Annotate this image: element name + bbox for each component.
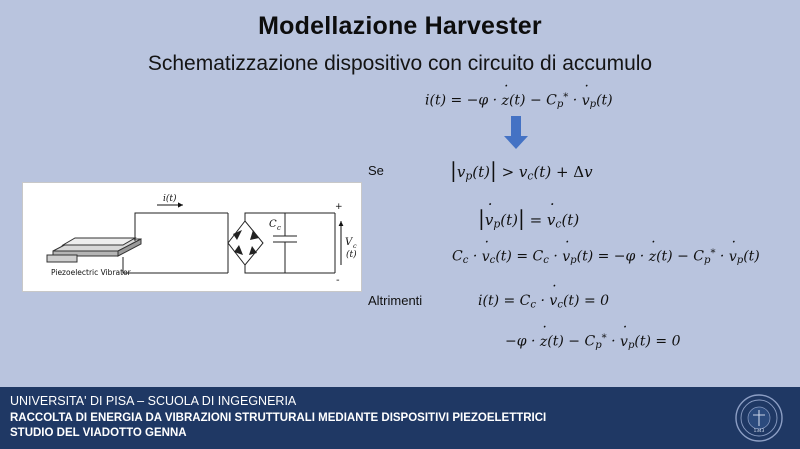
svg-text:1343: 1343 bbox=[753, 428, 765, 433]
university-seal-icon bbox=[734, 393, 784, 443]
circuit-figure bbox=[22, 182, 362, 292]
equation-5: −φ · z ˙(t) − $C_p^* \cdot v$ $˙_p(t) = 0$ bbox=[505, 333, 681, 351]
down-arrow-icon bbox=[503, 116, 529, 150]
label-altrimenti: Altrimenti bbox=[368, 293, 423, 308]
equation-2: |v $˙_p(t)| = v$ $˙_c(t)$ bbox=[478, 206, 579, 231]
footer-university: UNIVERSITA' DI PISA – SCUOLA DI INGEGNERIA bbox=[10, 394, 297, 408]
equation-top: i(t) = −φ · z ˙(t) − $C_p^* \cdot v$ $˙_p(t)$ bbox=[425, 92, 613, 110]
footer-project-title: RACCOLTA DI ENERGIA DA VIBRAZIONI STRUTTURALI MEDIANTE DISPOSITIVI PIEZOELETTRICI bbox=[10, 412, 547, 424]
figure-capacitor-sub: c bbox=[277, 224, 281, 232]
figure-voltage-label: V bbox=[345, 237, 353, 248]
figure-current-label: i(t) bbox=[163, 194, 177, 204]
page-subtitle: Schematizzazione dispositivo con circuito di accumulo bbox=[147, 52, 653, 75]
equation-3: $C_c \cdot v$ $˙_c(t) = C_c \cdot v$ $˙_p(t) = -\varphi \cdot z$ ˙(t) − $C_p^* \cdot v$ $˙_p(t)$ bbox=[452, 248, 760, 266]
footer-project-subtitle: STUDIO DEL VIADOTTO GENNA bbox=[10, 427, 187, 439]
figure-capacitor-label: C bbox=[269, 219, 277, 230]
figure-plus-sign: + bbox=[335, 202, 343, 212]
slide-footer bbox=[0, 387, 800, 449]
figure-voltage-arg: (t) bbox=[346, 250, 357, 260]
equation-condition: $|v_p(t)| > v_c(t) + \Delta v$ bbox=[450, 158, 593, 183]
page-title: Modellazione Harvester bbox=[258, 12, 542, 40]
circuit-diagram-svg bbox=[23, 183, 359, 289]
equation-4: $i(t) = C_c \cdot v$ $˙_c(t) = 0$ bbox=[478, 293, 609, 311]
figure-voltage-sub: c bbox=[353, 242, 357, 250]
figure-minus-sign: - bbox=[336, 275, 340, 286]
figure-caption: Piezoelectric Vibrator bbox=[51, 268, 131, 277]
label-se: Se bbox=[368, 163, 384, 178]
